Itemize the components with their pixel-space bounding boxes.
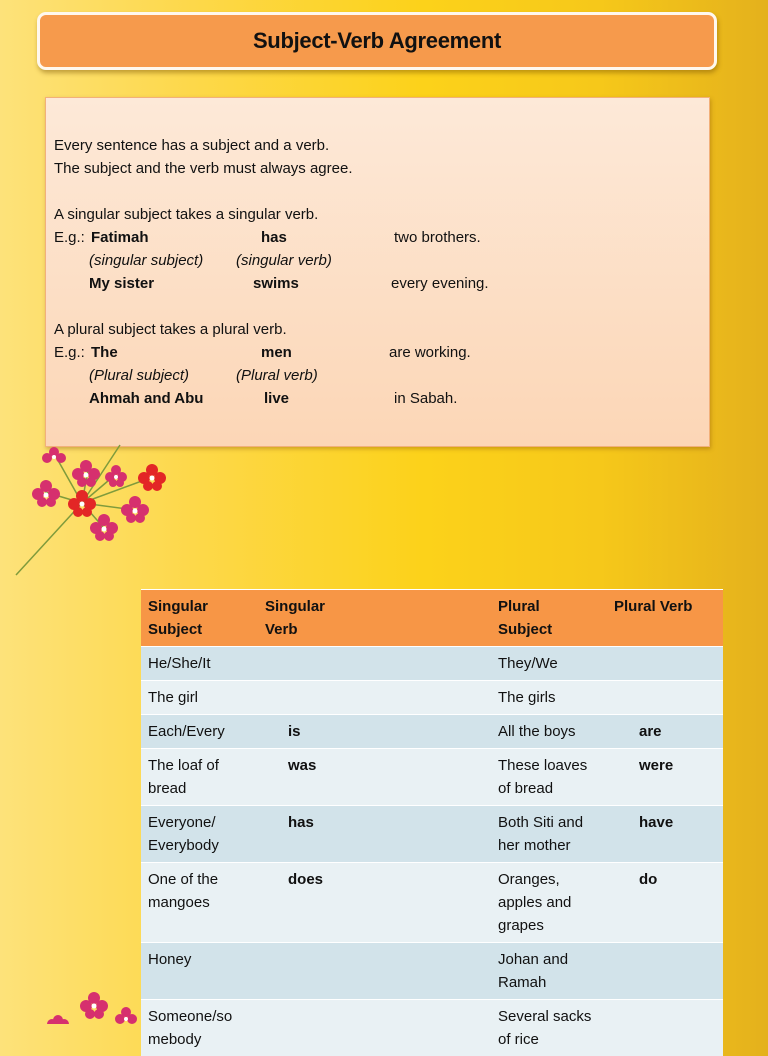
plural-verb-cell: have — [607, 806, 723, 863]
singular-verb-cell — [258, 647, 491, 681]
subject-label: (singular subject) — [89, 252, 203, 269]
singular-subject-cell: One of the mangoes — [141, 863, 258, 943]
singular-verb-cell — [258, 943, 491, 1000]
example-verb: has — [261, 229, 287, 246]
example-verb: men — [261, 344, 292, 361]
singular-subject-cell: Each/Every — [141, 715, 258, 749]
table-row — [141, 749, 723, 806]
example-rest: every evening. — [391, 275, 489, 292]
plural-verb-cell: were — [607, 749, 723, 806]
flower-branch-icon — [0, 430, 200, 580]
singular-subject-cell: The girl — [141, 681, 258, 715]
plural-verb-cell: do — [607, 863, 723, 943]
plural-verb-cell — [607, 681, 723, 715]
singular-subject-cell: He/She/It — [141, 647, 258, 681]
plural-subject-cell: All the boys — [491, 715, 607, 749]
singular-verb-cell: has — [258, 806, 491, 863]
agreement-table — [141, 589, 723, 1056]
plural-verb-cell: are — [607, 715, 723, 749]
plural-verb-cell — [607, 647, 723, 681]
header-singular-subject: Singular Subject — [141, 590, 258, 647]
example-subject: Fatimah — [91, 229, 149, 246]
table-row — [141, 863, 723, 943]
singular-verb-cell: does — [258, 863, 491, 943]
plural-subject-cell: The girls — [491, 681, 607, 715]
table-header-row — [141, 590, 723, 647]
example-subject: The — [91, 344, 118, 361]
plural-verb-cell — [607, 1000, 723, 1056]
table-row — [141, 943, 723, 1000]
example-rest: in Sabah. — [394, 390, 457, 407]
plural-subject-cell: They/We — [491, 647, 607, 681]
plural-subject-cell: Several sacks of rice — [491, 1000, 607, 1056]
verb-label: (Plural verb) — [236, 367, 318, 384]
singular-subject-cell: Someone/so mebody — [141, 1000, 258, 1056]
eg-label: E.g.: — [54, 344, 85, 361]
eg-label: E.g.: — [54, 229, 85, 246]
singular-subject-cell: The loaf of bread — [141, 749, 258, 806]
table-row — [141, 1000, 723, 1056]
flower-icon — [32, 447, 166, 541]
singular-verb-cell: was — [258, 749, 491, 806]
plural-subject-cell: Both Siti and her mother — [491, 806, 607, 863]
intro-line-2: The subject and the verb must always agree. — [54, 160, 353, 177]
plural-rule-heading: A plural subject takes a plural verb. — [54, 321, 287, 338]
example-rest: two brothers. — [394, 229, 481, 246]
plural-subject-cell: Johan and Ramah — [491, 943, 607, 1000]
rules-box — [45, 97, 710, 447]
plural-verb-cell — [607, 943, 723, 1000]
header-singular-verb: Singular Verb — [258, 590, 491, 647]
page-title: Subject-Verb Agreement — [253, 28, 501, 54]
plural-subject-cell: These loaves of bread — [491, 749, 607, 806]
example-subject: Ahmah and Abu — [89, 390, 203, 407]
singular-verb-cell — [258, 681, 491, 715]
plural-subject-cell: Oranges, apples and grapes — [491, 863, 607, 943]
table-row — [141, 647, 723, 681]
table-row — [141, 715, 723, 749]
example-verb: live — [264, 390, 289, 407]
singular-verb-cell: is — [258, 715, 491, 749]
table-row — [141, 806, 723, 863]
header-plural-verb: Plural Verb — [607, 590, 723, 647]
example-verb: swims — [253, 275, 299, 292]
intro-line-1: Every sentence has a subject and a verb. — [54, 137, 329, 154]
header-plural-subject: Plural Subject — [491, 590, 607, 647]
singular-subject-cell: Honey — [141, 943, 258, 1000]
subject-label: (Plural subject) — [89, 367, 189, 384]
example-subject: My sister — [89, 275, 154, 292]
example-rest: are working. — [389, 344, 471, 361]
singular-verb-cell — [258, 1000, 491, 1056]
table-row — [141, 681, 723, 715]
singular-rule-heading: A singular subject takes a singular verb. — [54, 206, 318, 223]
verb-label: (singular verb) — [236, 252, 332, 269]
title-banner — [37, 12, 717, 70]
singular-subject-cell: Everyone/ Everybody — [141, 806, 258, 863]
flower-branch-icon — [40, 990, 140, 1024]
